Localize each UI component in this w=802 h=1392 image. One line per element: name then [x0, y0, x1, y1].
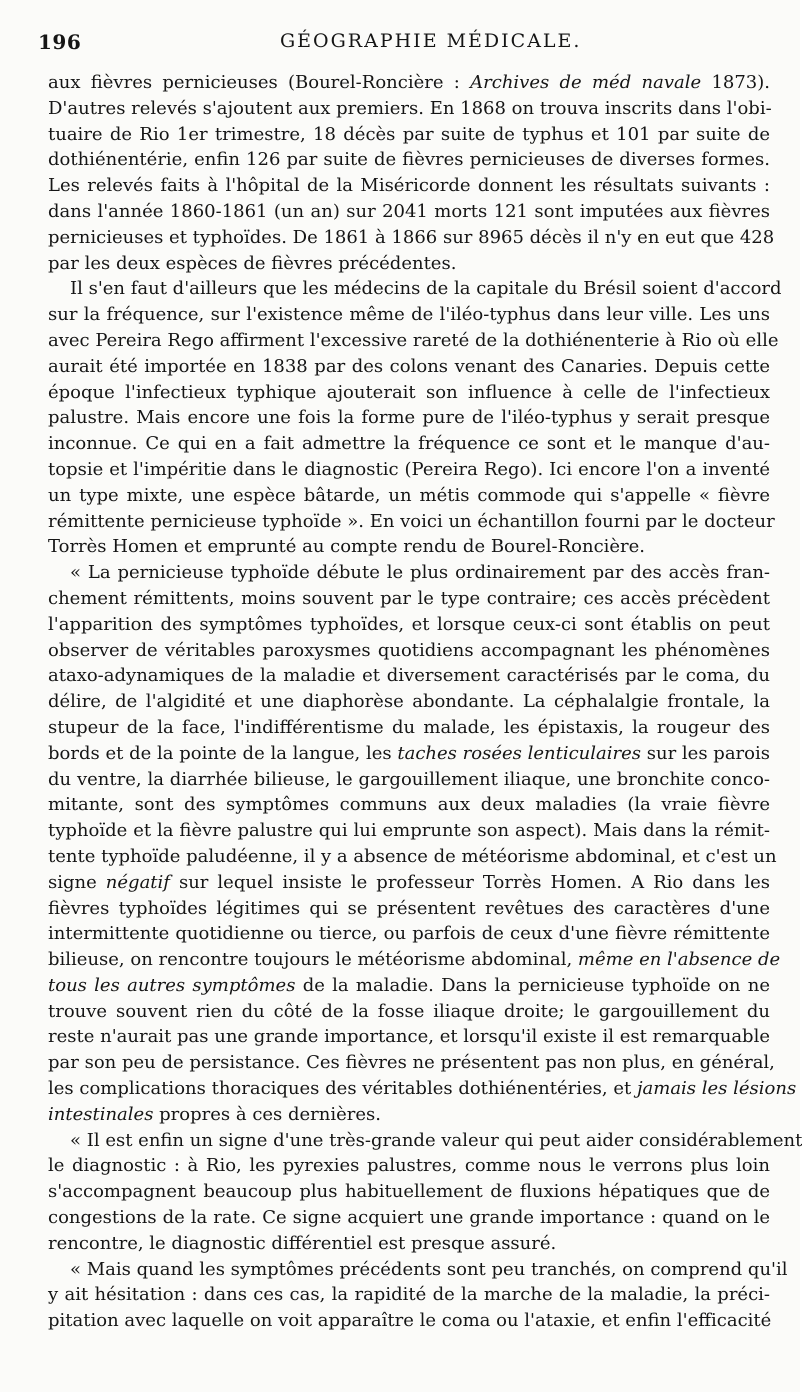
text-segment: « La pernicieuse typhoïde débute le plus ordinairement par des accès fran- — [70, 562, 770, 584]
text-segment: sur la fréquence, sur l'existence même de l'iléo-typhus dans leur ville. Les uns — [48, 304, 770, 326]
text-segment: époque l'infectieux typhique ajouterait son influence à celle de l'infectieux — [48, 381, 770, 403]
text-segment: reste n'aurait pas une grande importance, et lorsqu'il existe il est remarquable — [48, 1026, 770, 1048]
text-line — [48, 1257, 788, 1283]
text-line — [48, 251, 770, 277]
text-segment: bilieuse, on rencontre toujours le météorisme abdominal, — [48, 949, 578, 971]
text-segment: « Il est enfin un signe d'une très-grande valeur qui peut aider considérablement — [70, 1129, 802, 1151]
text-line — [48, 870, 770, 896]
text-segment: sur les parois — [641, 742, 770, 764]
text-line — [48, 999, 770, 1025]
text-segment: typhoïde et la fièvre palustre qui lui emprunte son aspect). Mais dans la rémit- — [48, 820, 770, 842]
text-line — [48, 1153, 770, 1179]
text-segment: fièvres typhoïdes légitimes qui se présentent revêtues des caractères d'une — [48, 897, 770, 919]
text-segment: pernicieuses et typhoïdes. De 1861 à 1866 sur 8965 décès il n'y en eut que 428 — [48, 226, 775, 248]
text-segment: aurait été importée en 1838 par des colons venant des Canaries. Depuis cette — [48, 355, 770, 377]
text-line — [48, 586, 770, 612]
text-line — [48, 147, 770, 173]
page-header — [38, 30, 772, 60]
text-line — [48, 380, 770, 406]
text-segment: rémittente pernicieuse typhoïde ». En voici un échantillon fourni par le docteur — [48, 510, 775, 532]
italic-text: négatif — [105, 871, 170, 893]
text-segment: aux fièvres pernicieuses (Bourel-Roncière : — [48, 72, 471, 93]
text-segment: rencontre, le diagnostic différentiel est presque assuré. — [48, 1232, 557, 1254]
text-segment: par son peu de persistance. Ces fièvres ne présentent pas non plus, en général, — [48, 1052, 775, 1074]
text-segment: y ait hésitation : dans ces cas, la rapidité de la marche de la maladie, la préci- — [48, 1284, 770, 1306]
text-line — [48, 199, 770, 225]
text-line — [48, 973, 770, 999]
text-line — [48, 896, 770, 922]
text-line — [48, 1076, 797, 1102]
italic-text: jamais les lésions — [636, 1078, 797, 1100]
text-segment: topsie et l'impéritie dans le diagnostic (Pereira Rego). Ici encore l'on a inventé — [48, 458, 770, 480]
text-line — [48, 638, 770, 664]
text-line — [48, 354, 770, 380]
text-segment: 1873). — [701, 72, 770, 93]
text-segment: palustre. Mais encore une fois la forme pure de l'iléo-typhus y serait presque — [48, 407, 770, 429]
text-segment: D'autres relevés s'ajoutent aux premiers. En 1868 on trouva inscrits dans l'obi- — [48, 97, 772, 119]
text-line — [48, 1205, 770, 1231]
text-line — [48, 689, 770, 715]
text-segment: inconnue. Ce qui en a fait admettre la fréquence ce sont et le manque d'au- — [48, 433, 770, 455]
text-segment: du ventre, la diarrhée bilieuse, le gargouillement iliaque, une bronchite conco- — [48, 768, 770, 790]
body-text — [48, 70, 802, 1334]
text-line — [48, 947, 781, 973]
text-segment: dothiénentérie, enfin 126 par suite de fièvres pernicieuses de diverses formes. — [48, 149, 770, 171]
text-line — [48, 457, 770, 483]
text-segment: congestions de la rate. Ce signe acquiert une grande importance : quand on le — [48, 1207, 770, 1229]
italic-text: intestinales — [48, 1103, 154, 1125]
text-line — [48, 612, 770, 638]
text-line — [48, 173, 770, 199]
text-line — [48, 1282, 770, 1308]
italic-text: Archives de méd navale — [470, 72, 702, 93]
text-line — [48, 818, 770, 844]
text-line — [48, 560, 770, 586]
text-line — [48, 96, 770, 122]
text-line — [48, 122, 770, 148]
text-line — [48, 483, 770, 509]
text-line — [48, 302, 770, 328]
text-line — [48, 328, 779, 354]
text-line — [48, 1024, 770, 1050]
text-segment: le diagnostic : à Rio, les pyrexies palustres, comme nous le verrons plus loin — [48, 1155, 770, 1177]
italic-text: taches rosées lenticulaires — [397, 742, 642, 764]
text-segment: dans l'année 1860-1861 (un an) sur 2041 morts 121 sont imputées aux fièvres — [48, 200, 770, 222]
text-line — [48, 431, 770, 457]
text-segment: intermittente quotidienne ou tierce, ou parfois de ceux d'une fièvre rémittente — [48, 923, 770, 945]
text-line — [48, 921, 770, 947]
text-segment: par les deux espèces de fièvres précédentes. — [48, 252, 457, 274]
text-segment: propres à ces dernières. — [153, 1103, 382, 1125]
text-segment: s'accompagnent beaucoup plus habituellement de fluxions hépatiques que de — [48, 1181, 770, 1203]
text-segment: les complications thoraciques des véritables dothiénentéries, et — [48, 1078, 637, 1100]
text-line — [48, 509, 775, 535]
text-line — [48, 1050, 775, 1076]
text-line — [48, 225, 775, 251]
text-segment: tuaire de Rio 1er trimestre, 18 décès par suite de typhus et 101 par suite de — [48, 123, 770, 145]
text-line — [48, 276, 782, 302]
text-line — [48, 1102, 770, 1128]
text-segment: pitation avec laquelle on voit apparaître le coma ou l'ataxie, et enfin l'efficacité — [48, 1310, 772, 1332]
text-segment: ataxo-adynamiques de la maladie et diversement caractérisés par le coma, du — [48, 665, 770, 687]
text-line — [48, 1231, 770, 1257]
text-segment: bords et de la pointe de la langue, les — [48, 742, 398, 764]
running-title: GÉOGRAPHIE MÉDICALE. — [280, 30, 582, 52]
text-segment: mitante, sont des symptômes communs aux deux maladies (la vraie fièvre — [48, 794, 770, 816]
text-line — [48, 1128, 802, 1154]
text-line — [48, 844, 777, 870]
text-segment: signe — [48, 871, 106, 893]
text-line — [48, 741, 770, 767]
text-line — [48, 663, 770, 689]
text-line — [48, 767, 770, 793]
page-number: 196 — [38, 30, 82, 54]
text-segment: un type mixte, une espèce bâtarde, un métis commode qui s'appelle « fièvre — [48, 484, 770, 506]
text-segment: tente typhoïde paludéenne, il y a absence de météorisme abdominal, et c'est un — [48, 845, 777, 867]
text-segment: délire, de l'algidité et une diaphorèse abondante. La céphalalgie frontale, la — [48, 691, 770, 713]
italic-text: même en l'absence de — [577, 949, 781, 971]
text-line — [48, 70, 770, 96]
text-line — [48, 1179, 770, 1205]
text-segment: Torrès Homen et emprunté au compte rendu de Bourel-Roncière. — [48, 536, 646, 558]
text-line — [48, 405, 770, 431]
text-segment: avec Pereira Rego affirment l'excessive rareté de la dothiénenterie à Rio où elle — [48, 329, 779, 351]
text-segment: l'apparition des symptômes typhoïdes, et lorsque ceux-ci sont établis on peut — [48, 613, 770, 635]
text-segment: sur lequel insiste le professeur Torrès Homen. A Rio dans les — [169, 871, 771, 893]
text-line — [48, 1308, 770, 1334]
italic-text: tous les autres symptômes — [48, 974, 296, 996]
text-segment: stupeur de la face, l'indifférentisme du malade, les épistaxis, la rougeur des — [48, 716, 770, 738]
text-line — [48, 792, 770, 818]
text-segment: chement rémittents, moins souvent par le type contraire; ces accès précèdent — [48, 587, 770, 609]
text-segment: observer de véritables paroxysmes quotidiens accompagnant les phénomènes — [48, 639, 770, 661]
text-line — [48, 715, 770, 741]
text-segment: trouve souvent rien du côté de la fosse iliaque droite; le gargouillement du — [48, 1000, 770, 1022]
text-segment: « Mais quand les symptômes précédents sont peu tranchés, on comprend qu'il — [70, 1258, 788, 1280]
text-segment: Il s'en faut d'ailleurs que les médecins de la capitale du Brésil soient d'accord — [70, 278, 782, 300]
text-segment: Les relevés faits à l'hôpital de la Miséricorde donnent les résultats suivants : — [48, 175, 770, 197]
text-line — [48, 534, 770, 560]
text-segment: de la maladie. Dans la pernicieuse typhoïde on ne — [295, 974, 770, 996]
